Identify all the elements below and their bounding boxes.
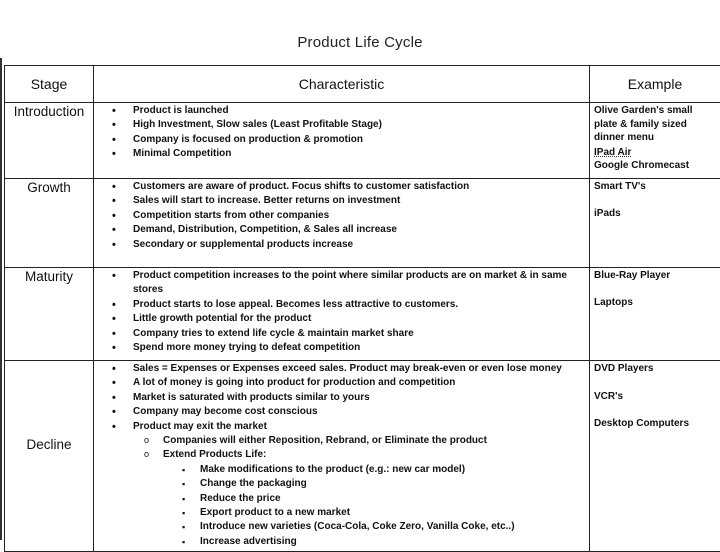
list-item: • Product starts to lose appeal. Becomes less attractive to customers.	[96, 298, 587, 312]
list-item: • Spend more money trying to defeat competition	[96, 341, 587, 355]
list-item: • Company tries to extend life cycle & maintain market share	[96, 327, 587, 341]
nested-list-item: ▪ Reduce the price	[96, 492, 587, 506]
stage-maturity: Maturity	[5, 268, 94, 361]
page-title: Product Life Cycle	[0, 34, 720, 51]
sub-list-item: o Extend Products Life:	[96, 448, 587, 462]
example-item: Smart TV's	[594, 180, 716, 194]
stage-decline: Decline	[5, 361, 94, 552]
sub-list-item: o Companies will either Reposition, Rebrand, or Eliminate the product	[96, 434, 587, 448]
nested-list-item: ▪ Change the packaging	[96, 477, 587, 491]
list-item: • Product is launched	[96, 104, 587, 118]
header-row	[5, 66, 720, 103]
characteristics-introduction	[94, 103, 590, 179]
left-border-line	[0, 58, 2, 540]
examples-maturity	[590, 268, 720, 361]
examples-decline	[590, 361, 720, 552]
example-item: Desktop Computers	[594, 417, 716, 431]
list-item: • Secondary or supplemental products increase	[96, 238, 587, 252]
header-characteristic: Characteristic	[94, 66, 590, 103]
header-stage: Stage	[5, 66, 94, 103]
row-maturity	[5, 268, 720, 361]
stage-introduction: Introduction	[5, 103, 94, 179]
example-item: VCR's	[594, 390, 716, 404]
row-introduction	[5, 103, 720, 179]
list-item: • High Investment, Slow sales (Least Profitable Stage)	[96, 118, 587, 132]
list-item: • A lot of money is going into product for production and competition	[96, 376, 587, 390]
examples-introduction	[590, 103, 720, 179]
example-item: DVD Players	[594, 362, 716, 376]
nested-list-item: ▪ Export product to a new market	[96, 506, 587, 520]
row-decline	[5, 361, 720, 552]
product-life-cycle-table	[4, 65, 720, 552]
list-item: • Sales will start to increase. Better returns on investment	[96, 194, 587, 208]
example-item: Olive Garden's small plate & family sized dinner menu	[594, 104, 716, 145]
example-item: IPad Air	[594, 147, 631, 158]
list-item: • Market is saturated with products similar to yours	[96, 391, 587, 405]
example-item: Google Chromecast	[594, 159, 716, 173]
list-item: • Product may exit the market	[96, 420, 587, 434]
row-growth	[5, 179, 720, 268]
list-item: • Demand, Distribution, Competition, & Sales all increase	[96, 223, 587, 237]
list-item: • Product competition increases to the point where similar products are on market & in same stores	[96, 269, 587, 298]
example-item: iPads	[594, 207, 716, 221]
nested-list-item: ▪ Introduce new varieties (Coca-Cola, Coke Zero, Vanilla Coke, etc..)	[96, 520, 587, 534]
list-item: • Sales = Expenses or Expenses exceed sales. Product may break-even or even lose money	[96, 362, 587, 376]
list-item: • Competition starts from other companies	[96, 209, 587, 223]
example-item: Laptops	[594, 296, 716, 310]
characteristics-decline	[94, 361, 590, 552]
examples-growth	[590, 179, 720, 268]
nested-list-item: ▪ Increase advertising	[96, 535, 587, 549]
list-item: • Company may become cost conscious	[96, 405, 587, 419]
characteristics-growth	[94, 179, 590, 268]
list-item: • Little growth potential for the product	[96, 312, 587, 326]
example-item: Blue-Ray Player	[594, 269, 716, 283]
list-item: • Customers are aware of product. Focus shifts to customer satisfaction	[96, 180, 587, 194]
header-example: Example	[590, 66, 720, 103]
list-item: • Minimal Competition	[96, 147, 587, 161]
nested-list-item: ▪ Make modifications to the product (e.g.: new car model)	[96, 463, 587, 477]
characteristics-maturity	[94, 268, 590, 361]
stage-growth: Growth	[5, 179, 94, 268]
list-item: • Company is focused on production & promotion	[96, 133, 587, 147]
